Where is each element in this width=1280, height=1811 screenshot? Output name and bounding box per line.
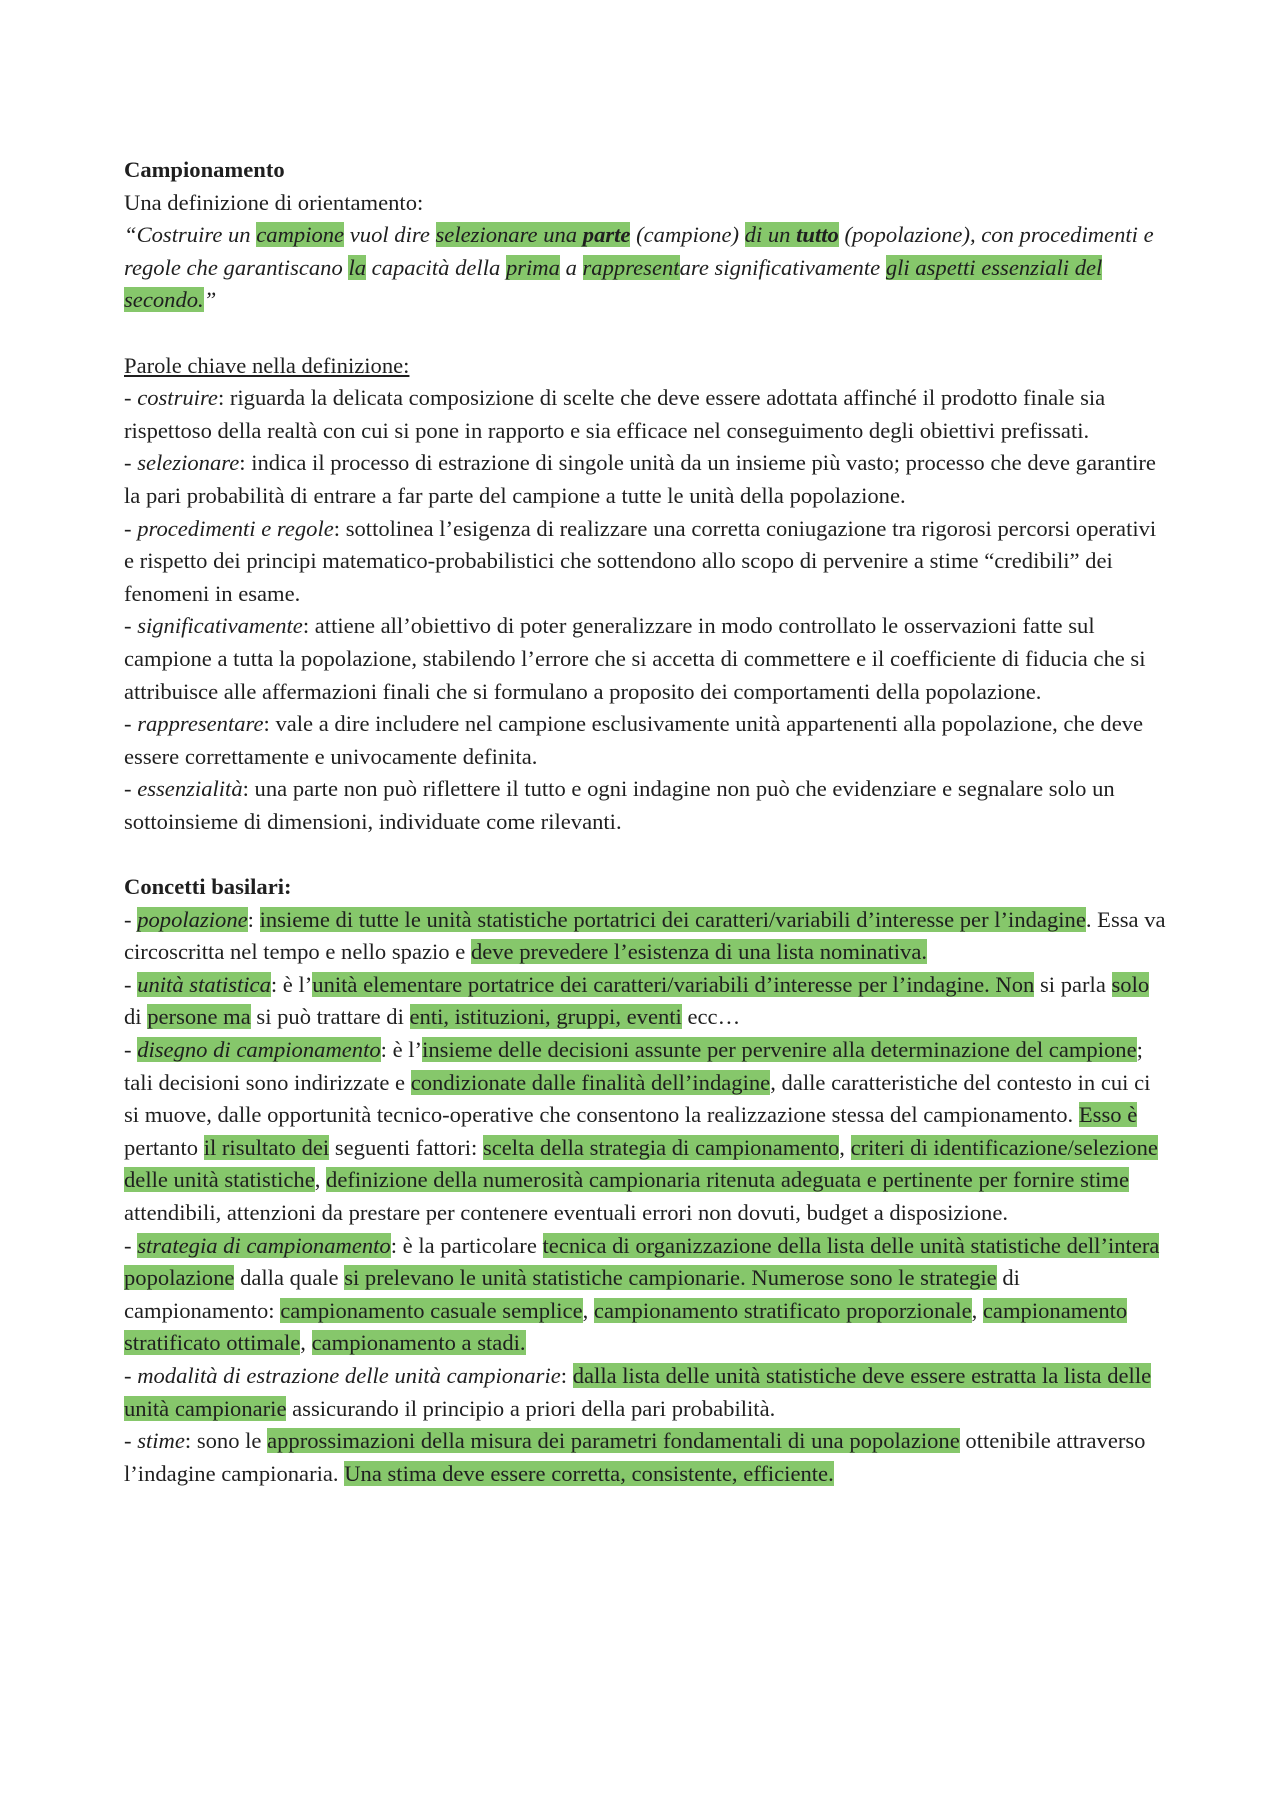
highlighted-text: rappresent [582,254,680,280]
highlighted-text: di un [744,222,797,248]
highlighted-text: criteri di identificazione/selezione delle unità statistiche [124,1134,1158,1193]
concept-paragraph [124,1230,1170,1360]
text-run: are significativamente [679,254,886,280]
text-run: rappresentare [137,711,264,737]
text-run: seguenti fattori: [329,1134,483,1160]
text-run: - [124,1232,138,1258]
highlighted-text: scelta della strategia di campionamento [482,1134,840,1160]
text-run: “Costruire un [124,222,257,248]
keyword-paragraph [124,773,1170,838]
text-run: , [300,1330,312,1356]
text-run: : è l’ [270,971,313,997]
highlighted-text: condizionate dalle finalità dell’indagine [410,1069,771,1095]
text-run: : riguarda la delicata composizione di scelte che deve essere adottata affinché il prodotto finale sia rispettoso della realtà con cui si pone in rapporto e sia efficace nel conseguimento degli obiettivi prefissati. [124,385,1106,443]
text-run: , [839,1134,851,1160]
highlighted-text: tutto [796,222,839,248]
highlighted-text: campionamento stratificato ottimale [124,1297,1128,1356]
highlighted-text: il risultato dei [203,1134,330,1160]
highlighted-text: dalla lista delle unità statistiche deve essere estratta la lista delle unità campionarie [124,1362,1152,1421]
text-run: ; tali decisioni sono indirizzate e [124,1037,1143,1095]
highlighted-text: insieme di tutte le unità statistiche portatrici dei caratteri/variabili d’interesse per l’indagine [259,906,1086,932]
text-run: di campionamento: [124,1265,1020,1323]
text-run: dalla quale [234,1265,345,1291]
text-run: significativamente [137,613,303,639]
highlighted-text: gli aspetti essenziali del secondo. [124,254,1103,313]
highlighted-text: enti, istituzioni, gruppi, eventi [409,1004,682,1030]
text-run: . Essa va circoscritta nel tempo e nello spazio e [124,906,1166,965]
text-run: , [314,1167,327,1193]
keyword-paragraph [124,708,1170,773]
keyword-paragraph [124,610,1170,708]
highlighted-text: persone ma [147,1004,251,1030]
highlighted-text: popolazione [137,906,248,932]
text-run: , [582,1297,594,1323]
document-title: Campionamento [124,157,285,182]
text-run: (campione) [630,222,745,248]
text-run: - [124,1362,138,1388]
text-run: di [124,1004,148,1030]
text-run: procedimenti e regole [137,515,334,541]
text-run: , [971,1297,983,1323]
text-run: : attiene all’obiettivo di poter generalizzare in modo controllato le osservazioni fatte sul campione a tutta la popolazione, stabilendo l’errore che si accetta di commettere e il coefficiente di fiducia che si attribuisce alle affermazioni finali che si formulano a proposito dei comportamenti della popolazione. [124,613,1146,704]
text-run: - [124,515,138,541]
text-run: - [124,971,138,997]
concept-paragraph [124,969,1170,1034]
text-run: : sono le [184,1428,268,1454]
text-run: : una parte non può riflettere il tutto e ogni indagine non può che evidenziare e segnalare solo un sottoinsieme di dimensioni, individuate come rilevanti. [124,776,1115,834]
text-run: essenzialità [137,776,243,802]
intro-line: Una definizione di orientamento: [124,189,424,215]
keywords-list [124,382,1170,838]
text-run: - [124,776,138,802]
highlighted-text: unità statistica [137,971,271,997]
highlighted-text: si prelevano le unità statistiche campionarie. Numerose sono le strategie [344,1265,997,1291]
highlighted-text: campione [256,222,345,248]
text-run: - [124,613,138,639]
highlighted-text: selezionare una [435,222,583,248]
text-run: si può trattare di [250,1004,410,1030]
keyword-paragraph [124,513,1170,611]
highlighted-text: parte [582,222,631,248]
text-run: si parla [1034,971,1112,997]
highlighted-text: tecnica di organizzazione della lista delle unità statistiche dell’intera popolazione [124,1232,1160,1291]
concepts-heading: Concetti basilari: [124,874,292,900]
highlighted-text: definizione della numerosità campionaria ritenuta adeguata e pertinente per fornire stime [326,1167,1130,1193]
highlighted-text: prima [505,254,560,280]
concept-paragraph [124,904,1170,969]
concept-paragraph [124,1425,1170,1490]
highlighted-text: insieme delle decisioni assunte per pervenire alla determinazione del campione [422,1037,1137,1063]
text-run: : sottolinea l’esigenza di realizzare una corretta coniugazione tra rigorosi percorsi operativi e rispetto dei principi matematico-probabilistici che sottendono allo scopo di pervenire a stime “credibili” dei fenomeni in esame. [124,515,1157,606]
highlighted-text: Una stima deve essere corretta, consistente, efficiente. [344,1460,834,1486]
concept-paragraph [124,1360,1170,1425]
highlighted-text: campionamento stratificato proporzionale [593,1297,972,1323]
text-run: - [124,1037,138,1063]
highlighted-text: disegno di campionamento [137,1037,381,1063]
text-run: - [124,385,138,411]
text-run: (popolazione), con procedimenti e regole che garantiscano [124,222,1154,280]
text-run: assicurando il principio a priori della pari probabilità. [286,1395,776,1421]
concepts-list [124,904,1170,1491]
text-run: : vale a dire includere nel campione esclusivamente unità appartenenti alla popolazione, che deve essere correttamente e univocamente definita. [124,711,1144,769]
highlighted-text: Esso è [1078,1102,1138,1128]
highlighted-text: strategia di campionamento [137,1232,391,1258]
highlighted-text: la [348,254,367,280]
text-run: ottenibile attraverso l’indagine campionaria. [124,1428,1146,1486]
text-run: ” [203,287,217,313]
highlighted-text: deve prevedere l’esistenza di una lista nominativa. [470,939,928,965]
highlighted-text: approssimazioni della misura dei parametri fondamentali di una popolazione [267,1428,960,1454]
text-run: costruire [137,385,218,411]
highlighted-text: campionamento casuale semplice [280,1297,583,1323]
text-run: - [124,906,138,932]
text-run: a [559,254,583,280]
concept-paragraph [124,1034,1170,1230]
text-run: ecc… [681,1004,741,1030]
text-run: pertanto [124,1134,204,1160]
text-run: capacità della [366,254,506,280]
keyword-paragraph [124,447,1170,512]
highlighted-text: unità elementare portatrice dei caratteri/variabili d’interesse per l’indagine. Non [312,971,1035,997]
text-run: modalità di estrazione delle unità campionarie [137,1362,561,1388]
highlighted-text: solo [1111,971,1150,997]
text-run: : [247,906,260,932]
text-run: - [124,1428,138,1454]
text-run: : indica il processo di estrazione di singole unità da un insieme più vasto; processo che deve garantire la pari probabilità di entrare a far parte del campione a tutte le unità della popolazione. [124,450,1156,508]
text-run: , dalle caratteristiche del contesto in cui ci si muove, dalle opportunità tecnico-operative che consentono la realizzazione stessa del campionamento. [124,1069,1151,1128]
text-run: selezionare [137,450,240,476]
text-run: vuol dire [344,222,436,248]
text-run: stime [137,1428,185,1454]
text-run: : è la particolare [390,1232,543,1258]
text-run: attendibili, attenzioni da prestare per contenere eventuali errori non dovuti, budget a disposizione. [124,1200,1008,1225]
text-run: - [124,450,138,476]
text-run: : [560,1362,573,1388]
keyword-paragraph [124,382,1170,447]
document-page [124,154,1170,1490]
text-run: - [124,711,138,737]
text-run: : è l’ [380,1037,423,1063]
definition-quote [124,219,1170,317]
keywords-heading: Parole chiave nella definizione: [124,352,410,378]
highlighted-text: campionamento a stadi. [311,1330,526,1356]
